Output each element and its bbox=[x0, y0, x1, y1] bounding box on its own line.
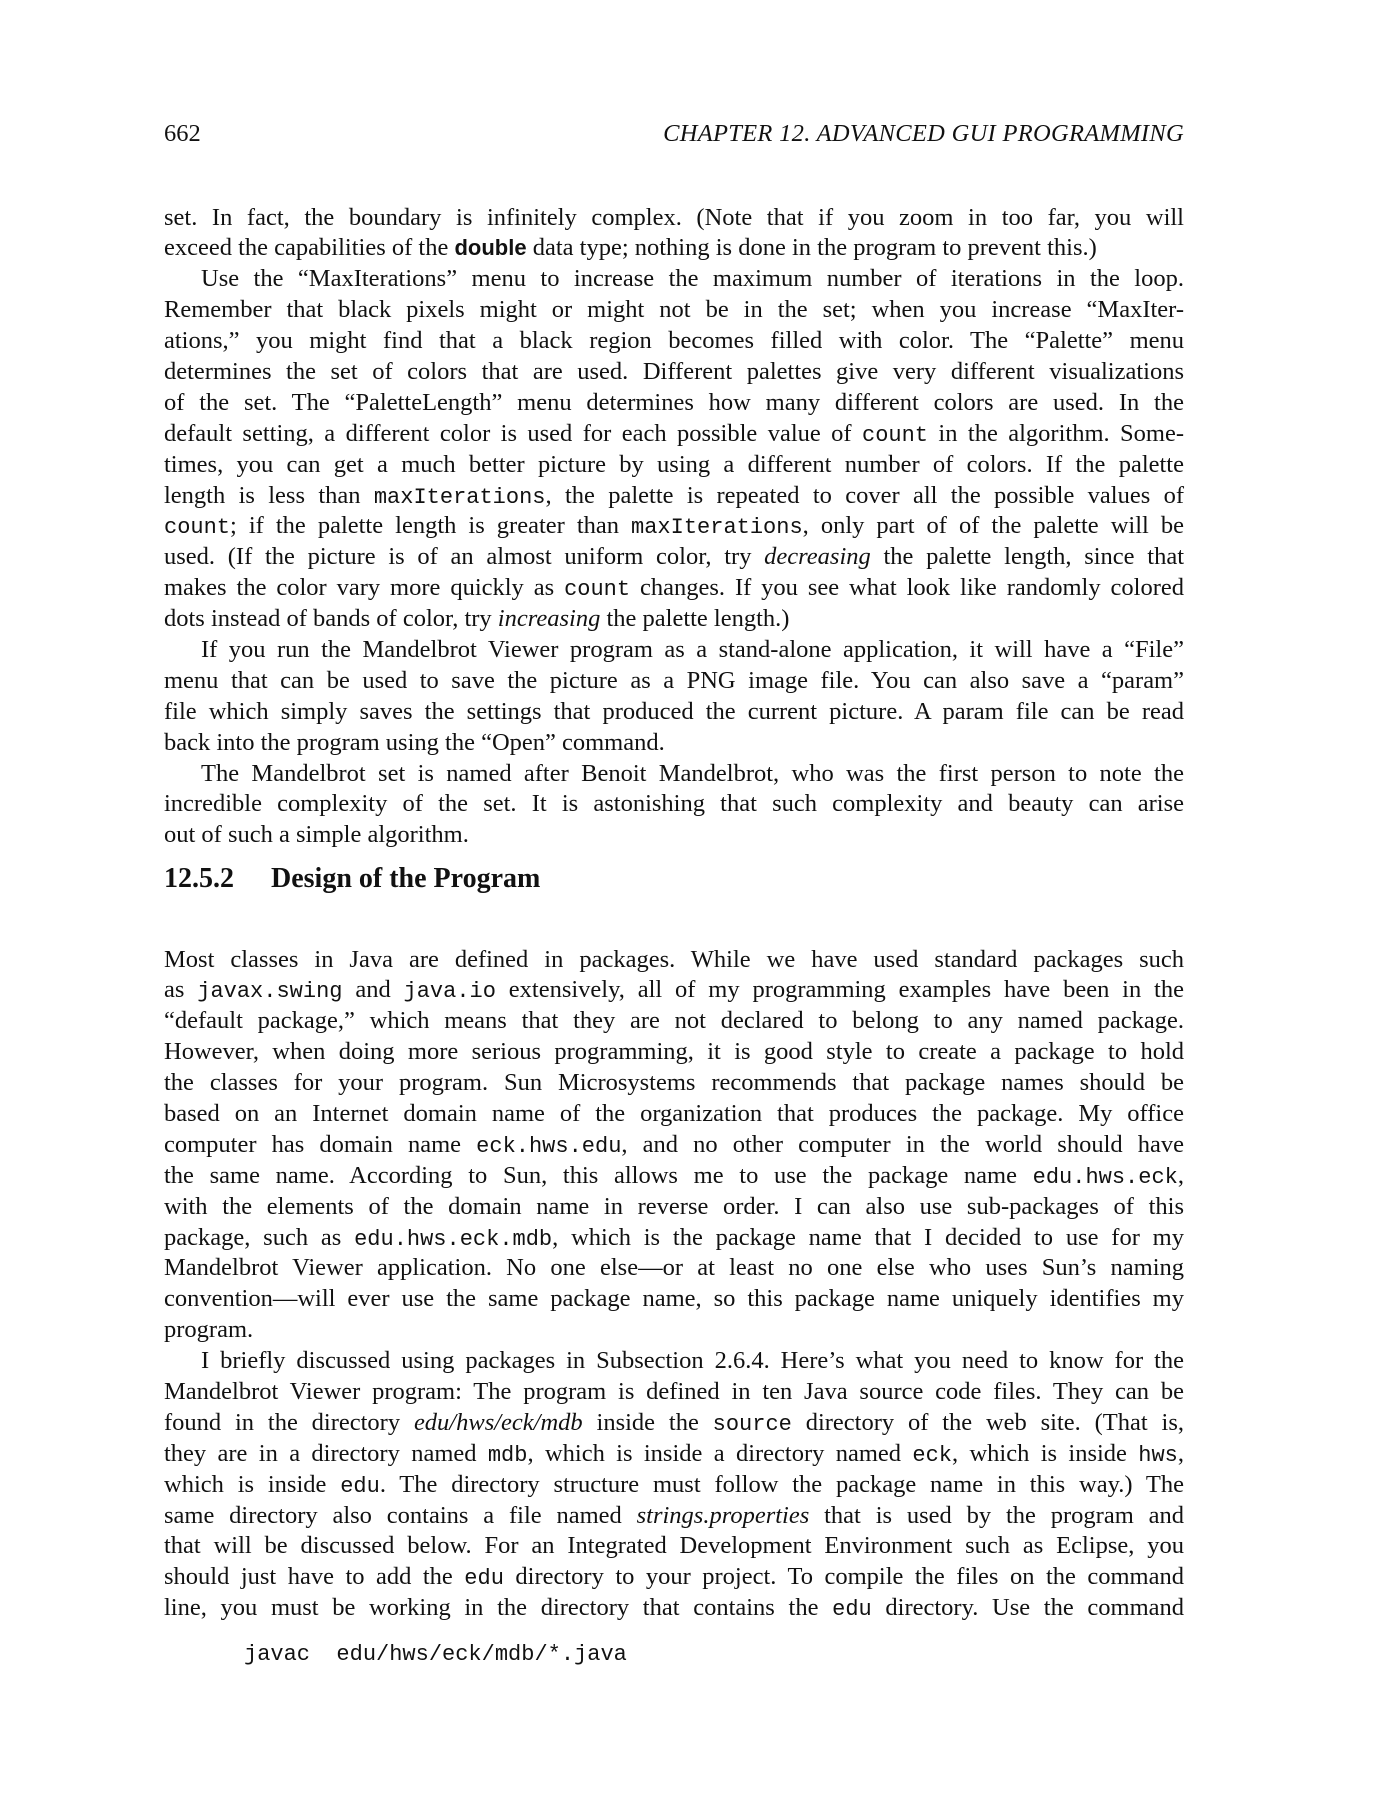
section-heading bbox=[164, 859, 540, 899]
text-run: as bbox=[164, 976, 198, 1004]
text-line bbox=[164, 635, 1184, 666]
text-line bbox=[164, 1562, 1184, 1593]
text-run: set. In fact, the boundary is infinitely complex. (Note that if you zoom in too far, you will bbox=[164, 203, 1184, 231]
code-inline: edu bbox=[464, 1566, 504, 1592]
code-inline: count bbox=[564, 577, 631, 603]
text-run: extensively, all of my programming examples have been in the bbox=[495, 976, 1184, 1004]
text-run: directory to your project. To compile the files on the command bbox=[503, 1563, 1184, 1591]
italic-text: edu/hws/eck/mdb bbox=[413, 1408, 583, 1436]
text-run: Most classes in Java are defined in packages. While we have used standard packages such bbox=[164, 945, 1184, 973]
text-line bbox=[164, 295, 1184, 326]
italic-text: increasing bbox=[497, 605, 601, 633]
text-line bbox=[164, 1068, 1184, 1099]
text-run: exceed the capabilities of the bbox=[164, 234, 455, 262]
text-run: and bbox=[342, 976, 404, 1004]
text-run: the classes for your program. Sun Microsystems recommends that package names should be bbox=[164, 1069, 1184, 1097]
text-run: same directory also contains a file named bbox=[164, 1501, 637, 1529]
text-run: found in the directory bbox=[164, 1408, 414, 1436]
text-run: in the algorithm. Some- bbox=[928, 419, 1185, 447]
text-line bbox=[164, 604, 1184, 635]
text-line bbox=[164, 1593, 1184, 1624]
code-inline: count bbox=[862, 422, 929, 448]
text-run: Mandelbrot Viewer program: The program is defined in ten Java source code files. They can be bbox=[164, 1377, 1184, 1405]
text-line bbox=[164, 511, 1184, 542]
text-line bbox=[164, 697, 1184, 728]
text-run: . The directory structure must follow the package name in this way.) The bbox=[379, 1470, 1184, 1498]
body-text-section-2 bbox=[164, 945, 1184, 1625]
text-run: the same name. According to Sun, this allows me to use the package name bbox=[164, 1161, 1033, 1189]
text-line bbox=[164, 789, 1184, 820]
text-run: file which simply saves the settings that produced the current picture. A param file can be read bbox=[164, 697, 1184, 725]
italic-text: strings.properties bbox=[636, 1501, 810, 1529]
text-run: the palette length, since that bbox=[870, 543, 1185, 571]
text-run: which is inside bbox=[164, 1470, 341, 1498]
text-run: that is used by the program and bbox=[809, 1501, 1184, 1529]
text-run: Mandelbrot Viewer application. No one else—or at least no one else who uses Sun’s naming bbox=[164, 1254, 1184, 1282]
code-inline: maxIterations bbox=[631, 515, 803, 541]
text-line bbox=[164, 666, 1184, 697]
text-line bbox=[164, 326, 1184, 357]
code-inline: eck bbox=[912, 1442, 952, 1468]
text-run: directory of the web site. (That is, bbox=[791, 1408, 1184, 1436]
italic-text: decreasing bbox=[764, 543, 871, 571]
text-line bbox=[164, 203, 1184, 234]
code-inline: edu bbox=[340, 1473, 380, 1499]
text-run: out of such a simple algorithm. bbox=[164, 821, 469, 849]
text-run: default setting, a different color is used for each possible value of bbox=[164, 419, 862, 447]
text-run: they are in a directory named bbox=[164, 1439, 488, 1467]
text-line bbox=[164, 1130, 1184, 1161]
text-line bbox=[164, 1470, 1184, 1501]
text-run: , and no other computer in the world should have bbox=[621, 1130, 1184, 1158]
text-run: that will be discussed below. For an Integrated Development Environment such as Eclipse, you bbox=[164, 1532, 1184, 1560]
code-inline: maxIterations bbox=[373, 484, 546, 510]
code-inline: eck.hws.edu bbox=[476, 1133, 622, 1159]
text-run: , which is inside a directory named bbox=[527, 1439, 913, 1467]
text-run: based on an Internet domain name of the organization that produces the package. My office bbox=[164, 1099, 1184, 1127]
text-line bbox=[164, 1531, 1184, 1562]
code-inline: count bbox=[164, 515, 231, 541]
text-line bbox=[164, 728, 1184, 759]
text-line bbox=[164, 1037, 1184, 1068]
text-line bbox=[164, 1439, 1184, 1470]
running-title: CHAPTER 12. ADVANCED GUI PROGRAMMING bbox=[663, 120, 1184, 147]
text-run: , bbox=[1177, 1439, 1184, 1467]
text-run: package, such as bbox=[164, 1223, 355, 1251]
text-run: , the palette is repeated to cover all the possible values of bbox=[545, 481, 1185, 509]
text-line bbox=[164, 542, 1184, 573]
text-line bbox=[164, 388, 1184, 419]
text-line bbox=[164, 975, 1184, 1006]
code-block: javac edu/hws/eck/mdb/*.java bbox=[244, 1642, 627, 1667]
text-run: The Mandelbrot set is named after Benoit Mandelbrot, who was the first person to note the bbox=[201, 759, 1184, 787]
text-run: times, you can get a much better picture by using a different number of colors. If the palette bbox=[164, 450, 1184, 478]
text-run: of the set. The “PaletteLength” menu determines how many different colors are used. In the bbox=[164, 388, 1184, 416]
text-line bbox=[164, 945, 1184, 976]
text-run: ations,” you might find that a black region becomes filled with color. The “Palette” menu bbox=[164, 327, 1184, 355]
text-run: data type; nothing is done in the program to prevent this.) bbox=[526, 234, 1097, 262]
text-run: I briefly discussed using packages in Subsection 2.6.4. Here’s what you need to know for the bbox=[201, 1347, 1184, 1375]
text-run: convention—will ever use the same package name, so this package name uniquely identifies my bbox=[164, 1285, 1184, 1313]
text-line bbox=[164, 233, 1184, 264]
text-run: , only part of of the palette will be bbox=[802, 512, 1184, 540]
text-run: incredible complexity of the set. It is astonishing that such complexity and beauty can arise bbox=[164, 790, 1184, 818]
code-inline: java.io bbox=[403, 979, 496, 1005]
text-run: If you run the Mandelbrot Viewer program as a stand-alone application, it will have a “File” bbox=[201, 635, 1184, 663]
code-inline: hws bbox=[1138, 1442, 1178, 1468]
text-line bbox=[164, 481, 1184, 512]
text-run: line, you must be working in the directory that contains the bbox=[164, 1594, 833, 1622]
text-run: the palette length.) bbox=[600, 605, 790, 633]
code-inline: edu.hws.eck bbox=[1032, 1164, 1178, 1190]
text-line bbox=[164, 1006, 1184, 1037]
text-run: back into the program using the “Open” command. bbox=[164, 728, 665, 756]
text-run: dots instead of bands of color, try bbox=[164, 605, 498, 633]
code-inline: edu.hws.eck.mdb bbox=[354, 1226, 553, 1252]
text-line bbox=[164, 820, 1184, 851]
text-run: Use the “MaxIterations” menu to increase the maximum number of iterations in the loop. bbox=[201, 265, 1184, 293]
text-line bbox=[164, 1377, 1184, 1408]
text-line bbox=[164, 759, 1184, 790]
text-run: menu that can be used to save the picture as a PNG image file. You can also save a “param” bbox=[164, 666, 1184, 694]
text-line bbox=[164, 1346, 1184, 1377]
text-run: , which is inside bbox=[952, 1439, 1139, 1467]
page-header bbox=[164, 118, 1184, 150]
text-line bbox=[164, 450, 1184, 481]
text-line bbox=[164, 357, 1184, 388]
bold-keyword: double bbox=[454, 235, 527, 261]
section-title: Design of the Program bbox=[271, 863, 541, 894]
text-line bbox=[164, 1223, 1184, 1254]
text-line bbox=[164, 1284, 1184, 1315]
text-run: Remember that black pixels might or might not be in the set; when you increase “MaxIter- bbox=[164, 296, 1184, 324]
text-run: should just have to add the bbox=[164, 1563, 465, 1591]
code-inline: mdb bbox=[487, 1442, 528, 1468]
text-run: inside the bbox=[582, 1408, 713, 1436]
text-line bbox=[164, 264, 1184, 295]
section-number: 12.5.2 bbox=[164, 863, 234, 894]
text-run: used. (If the picture is of an almost uniform color, try bbox=[164, 543, 765, 571]
text-run: makes the color vary more quickly as bbox=[164, 574, 565, 602]
text-run: , which is the package name that I decided to use for my bbox=[552, 1223, 1184, 1251]
body-text-section-1 bbox=[164, 203, 1184, 852]
text-line bbox=[164, 1501, 1184, 1532]
text-run: with the elements of the domain name in reverse order. I can also use sub-packages of this bbox=[164, 1192, 1184, 1220]
code-inline: javax.swing bbox=[197, 979, 343, 1005]
text-run: “default package,” which means that they are not declared to belong to any named package. bbox=[164, 1007, 1184, 1035]
text-line bbox=[164, 1408, 1184, 1439]
text-run: , bbox=[1177, 1161, 1184, 1189]
text-run: directory. Use the command bbox=[871, 1594, 1185, 1622]
text-line bbox=[164, 1253, 1184, 1284]
text-line bbox=[164, 1099, 1184, 1130]
code-inline: source bbox=[712, 1411, 792, 1437]
text-line bbox=[164, 573, 1184, 604]
text-run: However, when doing more serious programming, it is good style to create a package to hold bbox=[164, 1038, 1184, 1066]
code-inline: edu bbox=[832, 1597, 872, 1623]
text-line bbox=[164, 1161, 1184, 1192]
text-run: computer has domain name bbox=[164, 1130, 477, 1158]
text-line bbox=[164, 419, 1184, 450]
text-run: length is less than bbox=[164, 481, 374, 509]
page-number: 662 bbox=[164, 120, 201, 147]
text-run: changes. If you see what look like randomly colored bbox=[630, 574, 1184, 602]
text-line bbox=[164, 1315, 1184, 1346]
text-run: determines the set of colors that are used. Different palettes give very different visualizations bbox=[164, 357, 1184, 385]
text-line bbox=[164, 1192, 1184, 1223]
text-run: program. bbox=[164, 1316, 254, 1344]
text-run: ; if the palette length is greater than bbox=[230, 512, 632, 540]
